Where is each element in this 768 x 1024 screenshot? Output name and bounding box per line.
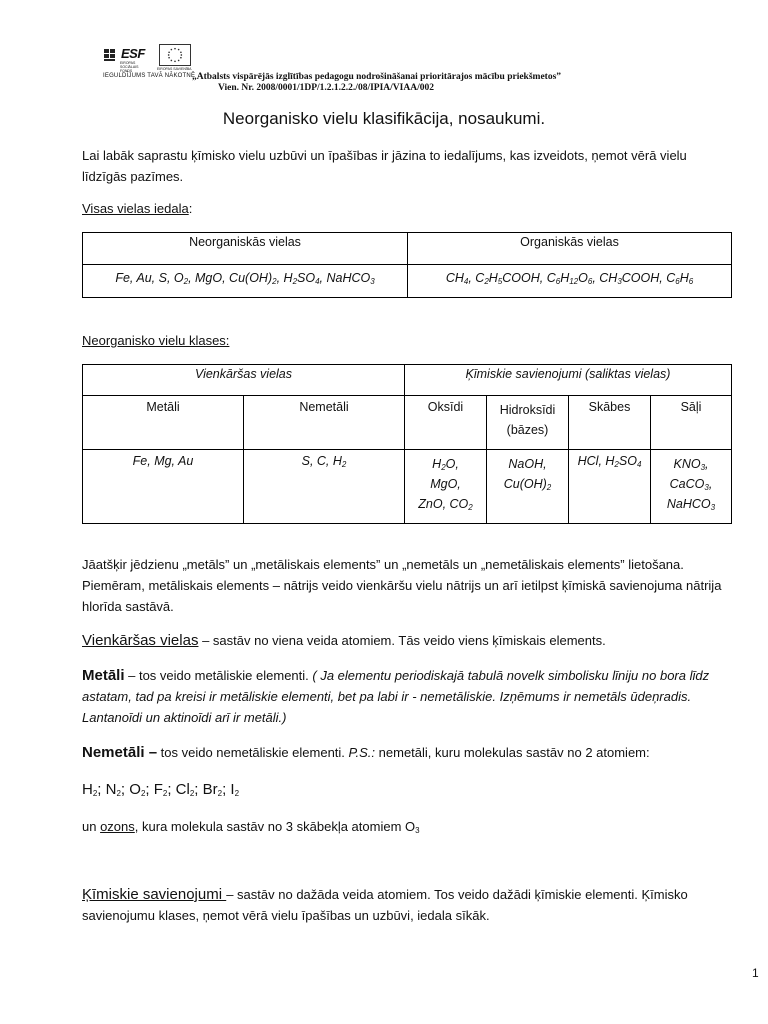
project-number: Vien. Nr. 2008/0001/1DP/1.2.1.2.2./08/IPIA/VIAA/002 xyxy=(218,83,434,93)
oxides-examples: $H_2O$, MgO, ZnO, $CO_2$ xyxy=(405,450,487,524)
header-inorganic: Neorganiskās vielas xyxy=(83,233,408,265)
section-heading-classes: Neorganisko vielu klases: xyxy=(82,333,230,348)
def-simple-substances: Vienkāršas vielas – sastāv no viena veida atomiem. Tās veido viens ķīmiskais elements. xyxy=(82,632,606,649)
esf-logo-text: ESF xyxy=(121,46,145,61)
nonmetals-examples: S, C, $H_2$ xyxy=(244,450,405,524)
header-organic: Organiskās vielas xyxy=(408,233,732,265)
classes-table xyxy=(82,364,732,524)
ozone-line: un ozons, kura molekula sastāv no 3 skābekļa atomiem $O_3$ xyxy=(82,819,420,835)
group-compounds: Ķīmiskie savienojumi (saliktas vielas) xyxy=(405,365,732,396)
header-logos xyxy=(103,44,191,74)
intro-paragraph: Lai labāk saprastu ķīmisko vielu uzbūvi un īpašības ir jāzina to iedalījums, kas izveidots, ņemot vērā vielu līdzīgās pazīmes. xyxy=(82,148,687,184)
diatomic-molecules: $H_2$; $N_2$; $O_2$; $F_2$; $Cl_2$; $Br_2$; $I_2$ xyxy=(82,781,240,798)
col-salts: Sāļi xyxy=(651,396,732,450)
col-metals: Metāli xyxy=(83,396,244,450)
metals-vs-elements-paragraph: Jāatšķir jēdzienu „metāls” un „metāliskais elements” un „nemetāls un „nemetāliskais elements” lietošana. Piemēram, metāliskais elements – nātrijs veido vienkāršu vielu nātrijs un arī ietilpst ķīmiskā savienojuma nātrija hlorīda sastāvā. xyxy=(82,557,722,614)
eu-logo-subtext: EIROPAS SAVIENĪBA xyxy=(157,67,192,71)
project-title: „Atbalsts vispārējās izglītības pedagogu nodrošināšanai prioritārajos mācību priekšmetos” xyxy=(192,72,562,82)
page-number: 1 xyxy=(752,966,759,980)
salts-examples: $KNO_3$, CaCO$_3$, NaHCO$_3$ xyxy=(651,450,732,524)
page-title: Neorganisko vielu klasifikācija, nosaukumi. xyxy=(222,109,546,128)
col-acids: Skābes xyxy=(569,396,651,450)
def-nonmetals: Nemetāli – tos veido nemetāliskie elementi. P.S.: nemetāli, kuru molekulas sastāv no 2 atomiem: xyxy=(82,744,650,761)
organic-examples: $CH_4$, $C_2H_5COOH$, $C_6H_{12}O_6$, $CH_3COOH$, $C_6H_6$ xyxy=(408,265,732,298)
col-hydroxides: Hidroksīdi (bāzes) xyxy=(487,396,569,450)
inorganic-examples: Fe, Au, S, $O_2$, MgO, $Cu(OH)_2$, $H_2SO_4$, NaHCO$_3$ xyxy=(83,265,408,298)
header-tagline: IEGULDĪJUMS TAVĀ NĀKOTNĒ xyxy=(103,73,196,79)
section-heading-all-substances: Visas vielas iedala: xyxy=(82,201,193,216)
eu-flag-icon xyxy=(159,44,191,66)
substances-table xyxy=(82,232,732,298)
def-metals: Metāli – tos veido metāliskie elementi. ( Ja elementu periodiskajā tabulā novelk simbolisku līniju no bora līdz astatam, tad pa kreisi ir metāliskie elementi, bet pa labi ir - nemetāliskie. Izņēmums ir nemetāls ūdeņradis. Lantanoīdi un aktinoīdi arī ir metāli.) xyxy=(82,667,710,725)
col-oxides: Oksīdi xyxy=(405,396,487,450)
metals-examples: Fe, Mg, Au xyxy=(83,450,244,524)
group-simple: Vienkāršas vielas xyxy=(83,365,405,396)
hydroxides-examples: NaOH, $Cu(OH)_2$ xyxy=(487,450,569,524)
esf-logo-icon xyxy=(103,48,121,62)
esf-logo-subtext: EIROPAS SOCIĀLAIS FONDS xyxy=(120,61,139,73)
col-nonmetals: Nemetāli xyxy=(244,396,405,450)
def-chemical-compounds: Ķīmiskie savienojumi – sastāv no dažāda veida atomiem. Tos veido dažādi ķīmiskie elementi. Ķīmisko savienojumu klases, ņemot vērā vielu īpašības un uzbūvi, iedala sīkāk. xyxy=(82,886,688,923)
acids-examples: HCl, $H_2SO_4$ xyxy=(569,450,651,524)
